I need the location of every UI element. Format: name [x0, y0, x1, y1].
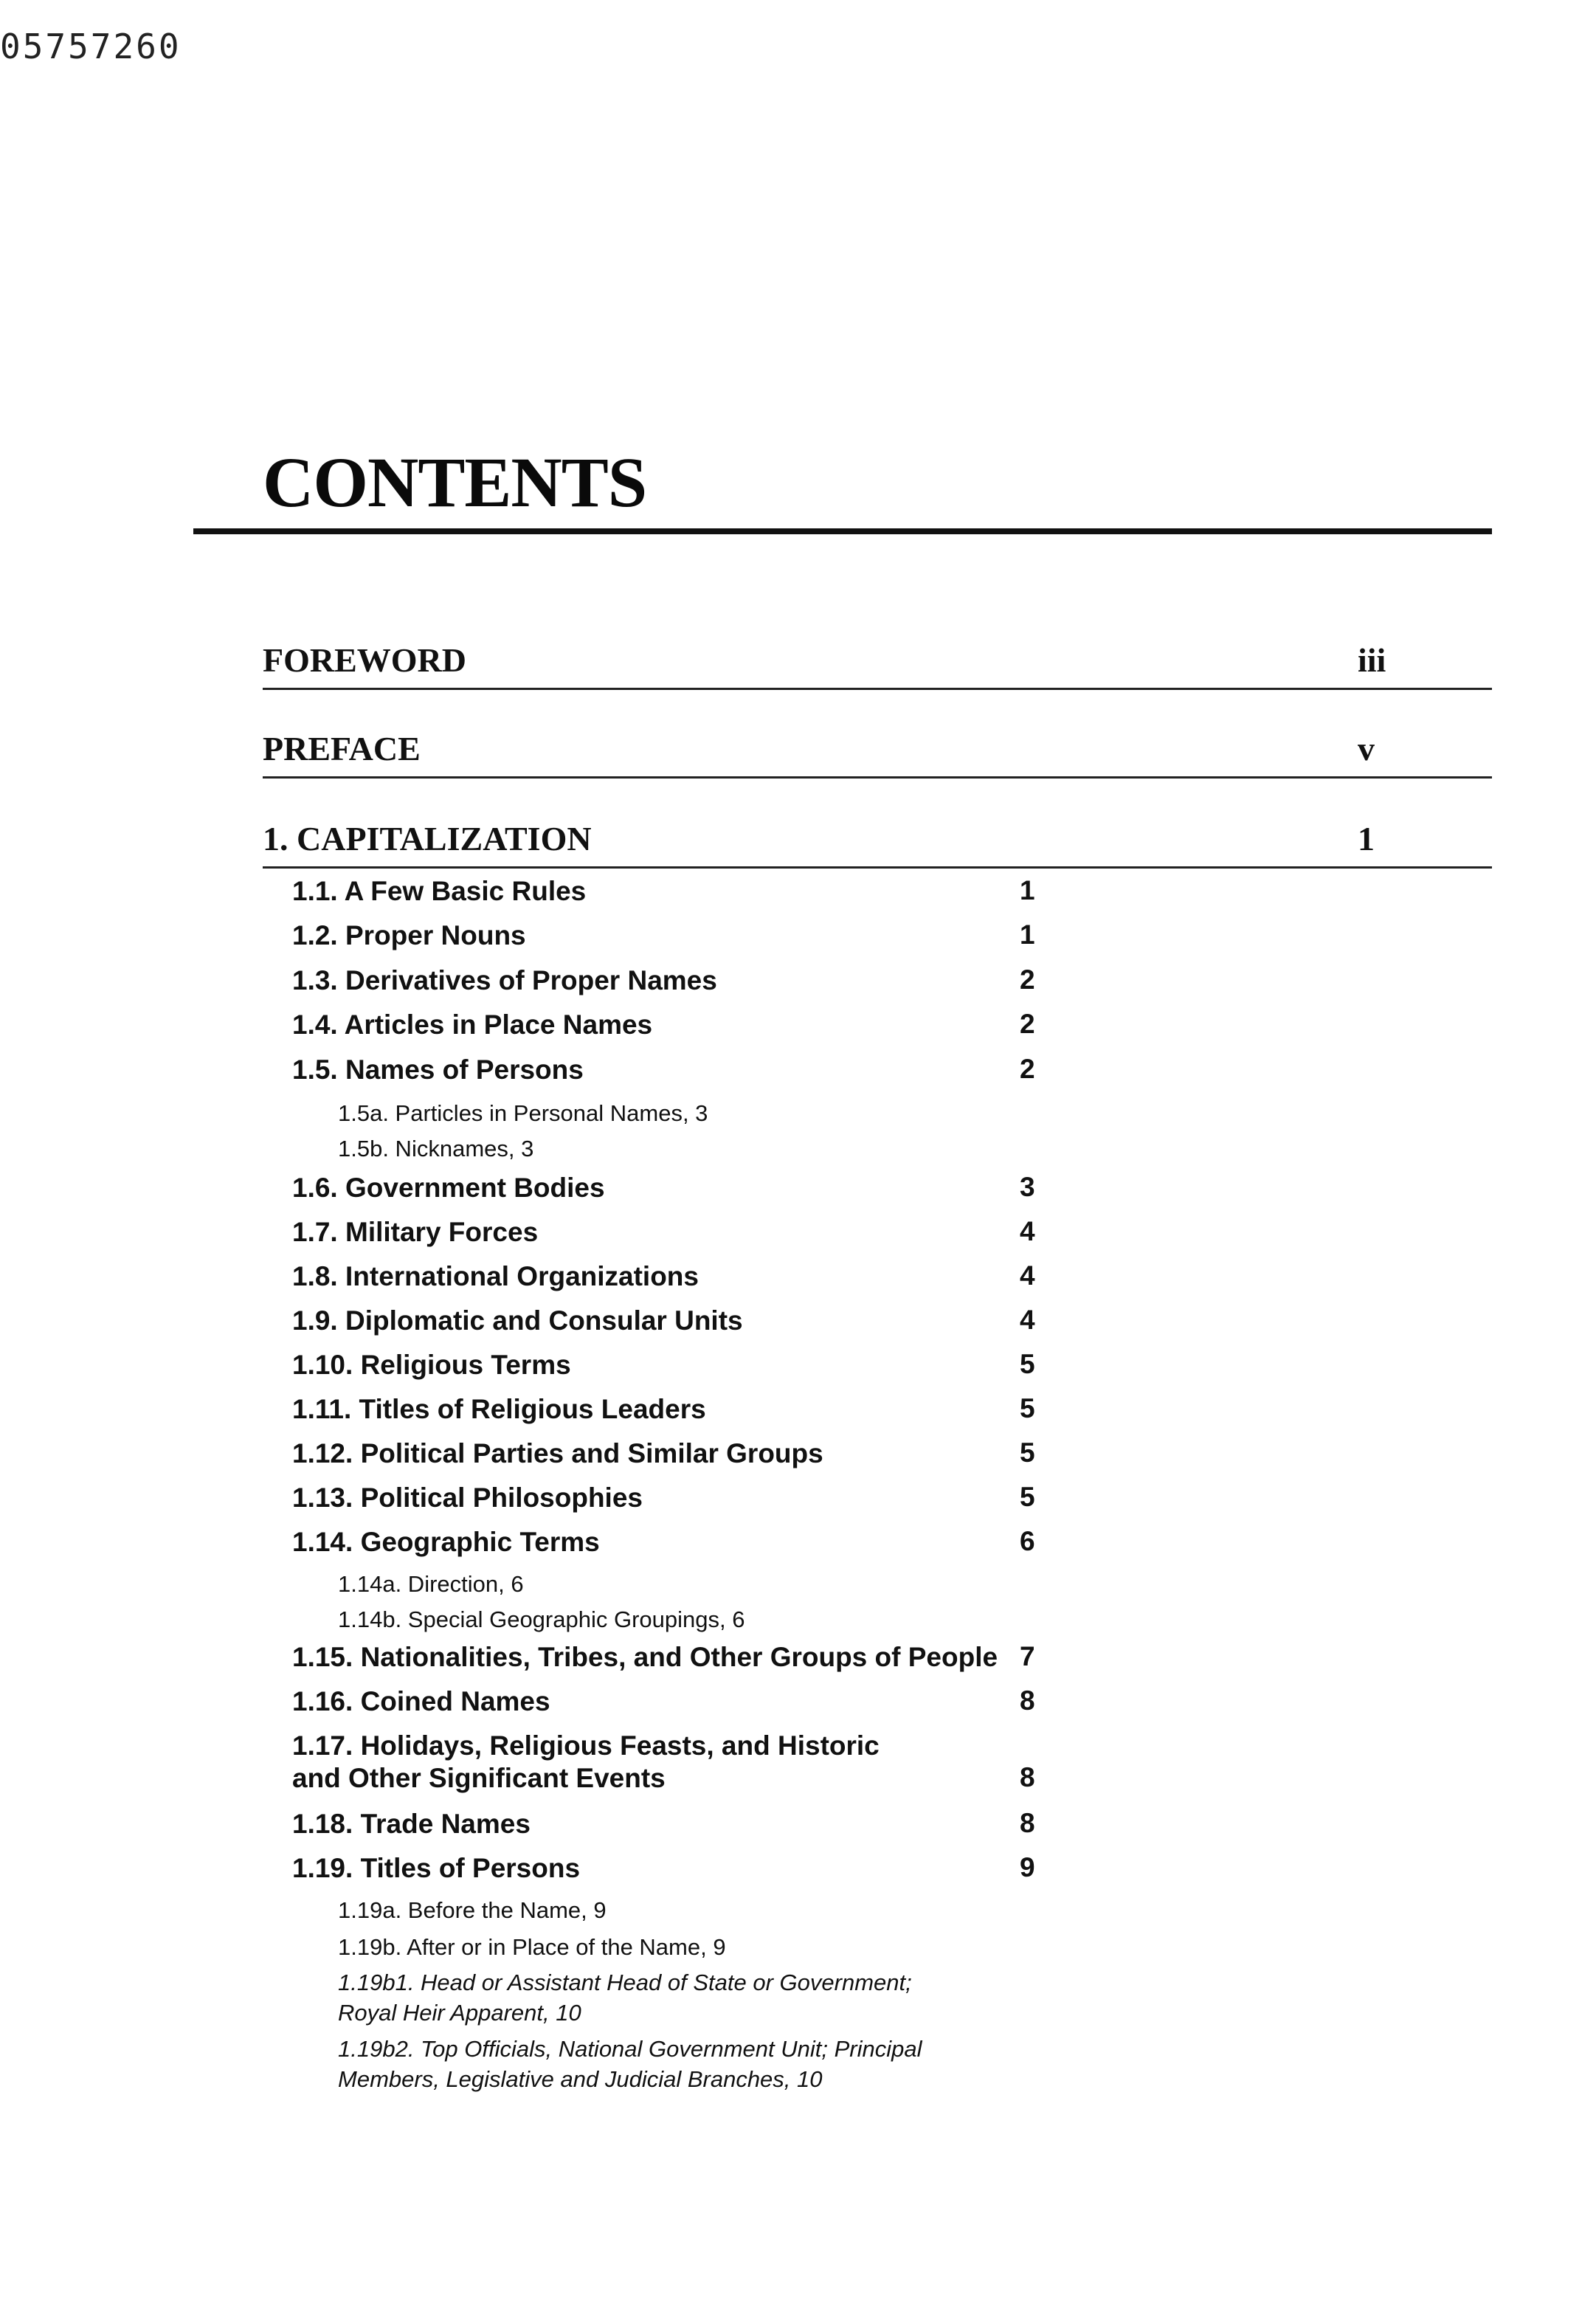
toc-subentry[interactable]: 1.19a. Before the Name, 9	[338, 1897, 607, 1923]
toc-entry[interactable]: 1.15. Nationalities, Tribes, and Other Groups of People	[292, 1642, 998, 1672]
toc-entry[interactable]: 1.13. Political Philosophies	[292, 1482, 643, 1513]
toc-entry-page: 3	[1020, 1172, 1035, 1202]
section-label: 1. CAPITALIZATION	[263, 820, 592, 857]
toc-entry[interactable]: 1.4. Articles in Place Names	[292, 1009, 653, 1040]
toc-entry[interactable]: 1.6. Government Bodies	[292, 1173, 605, 1203]
toc-entry[interactable]: 1.19. Titles of Persons	[292, 1853, 581, 1883]
toc-entry[interactable]	[292, 1730, 880, 1795]
section-page: v	[1358, 730, 1375, 767]
toc-entry-page: 9	[1020, 1852, 1035, 1882]
toc-subentry[interactable]: 1.14b. Special Geographic Groupings, 6	[338, 1606, 745, 1632]
toc-entry[interactable]: 1.2. Proper Nouns	[292, 920, 526, 950]
toc-entry-page: 5	[1020, 1393, 1035, 1423]
toc-entry-line: 1.19b2. Top Officials, National Government Unit; Principal	[338, 2036, 922, 2062]
toc-entry-line: Royal Heir Apparent, 10	[338, 2000, 581, 2026]
toc-entry-page: 8	[1020, 1808, 1035, 1838]
toc-entry-page: 2	[1020, 1054, 1035, 1084]
toc-entry[interactable]: 1.11. Titles of Religious Leaders	[292, 1394, 706, 1424]
toc-entry[interactable]: 1.12. Political Parties and Similar Groups	[292, 1438, 823, 1468]
toc-entry-line: 1.17. Holidays, Religious Feasts, and Historic	[292, 1730, 880, 1761]
toc-entry-page: 5	[1020, 1349, 1035, 1379]
toc-entry-page: 2	[1020, 1009, 1035, 1039]
toc-entry[interactable]: 1.8. International Organizations	[292, 1261, 699, 1291]
section-label: FOREWORD	[263, 641, 466, 679]
toc-entry[interactable]: 1.9. Diplomatic and Consular Units	[292, 1305, 743, 1336]
section-rule	[263, 776, 1492, 779]
toc-entry-page: 4	[1020, 1305, 1035, 1335]
page-title: CONTENTS	[263, 443, 647, 522]
toc-entry-page: 2	[1020, 964, 1035, 995]
section-page: 1	[1358, 820, 1375, 857]
toc-entry-page: 4	[1020, 1216, 1035, 1246]
toc-entry-page: 8	[1020, 1762, 1035, 1792]
toc-entry-line: 1.19b1. Head or Assistant Head of State or Government;	[338, 1970, 912, 1995]
toc-entry-page: 1	[1020, 919, 1035, 950]
toc-entry-line: and Other Significant Events	[292, 1763, 666, 1793]
toc-subentry[interactable]: 1.19b. After or in Place of the Name, 9	[338, 1934, 726, 1960]
toc-entry-page: 8	[1020, 1685, 1035, 1716]
toc-entry[interactable]: 1.18. Trade Names	[292, 1809, 531, 1839]
toc-entry-page: 5	[1020, 1482, 1035, 1512]
toc-subentry[interactable]: 1.5b. Nicknames, 3	[338, 1136, 534, 1162]
toc-entry[interactable]: 1.10. Religious Terms	[292, 1350, 571, 1380]
toc-entry[interactable]: 1.5. Names of Persons	[292, 1055, 584, 1085]
section-label: PREFACE	[263, 730, 421, 767]
toc-entry-line: Members, Legislative and Judicial Branches, 10	[338, 2066, 823, 2092]
toc-entry-page: 4	[1020, 1260, 1035, 1291]
toc-entry[interactable]: 1.16. Coined Names	[292, 1686, 550, 1716]
section-page: iii	[1358, 641, 1386, 679]
toc-entry[interactable]: 1.3. Derivatives of Proper Names	[292, 965, 717, 995]
section-rule	[263, 688, 1492, 690]
toc-entry-page: 7	[1020, 1641, 1035, 1671]
toc-entry-page: 5	[1020, 1437, 1035, 1468]
toc-entry-page: 6	[1020, 1526, 1035, 1556]
toc-entry[interactable]: 1.1. A Few Basic Rules	[292, 876, 587, 906]
toc-entry-page: 1	[1020, 875, 1035, 905]
toc-subsubentry[interactable]	[338, 2034, 922, 2094]
toc-subentry[interactable]: 1.5a. Particles in Personal Names, 3	[338, 1100, 708, 1126]
toc-subentry[interactable]: 1.14a. Direction, 6	[338, 1571, 524, 1597]
section-rule	[263, 866, 1492, 869]
toc-entry[interactable]: 1.14. Geographic Terms	[292, 1527, 600, 1557]
toc-subsubentry[interactable]	[338, 1967, 912, 2028]
toc-entry[interactable]: 1.7. Military Forces	[292, 1217, 539, 1247]
title-rule	[193, 528, 1492, 534]
document-id: 05757260	[0, 27, 182, 66]
